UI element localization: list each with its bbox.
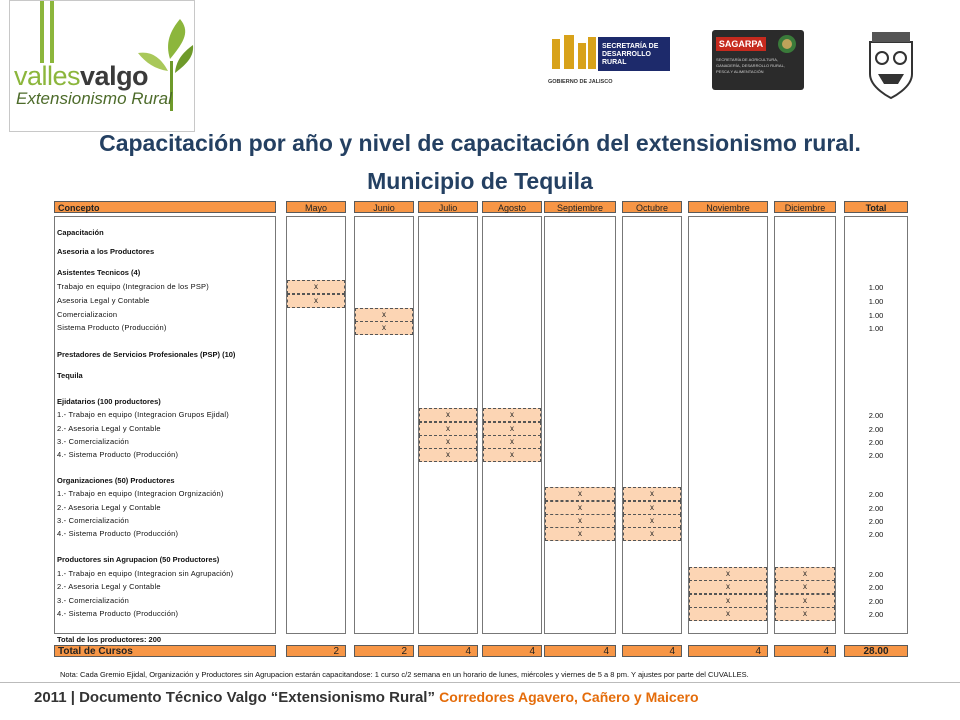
header-month-2: Junio bbox=[354, 201, 414, 213]
footer-month-total: 4 bbox=[544, 645, 616, 657]
row-total: 2.00 bbox=[868, 411, 884, 420]
row-total: 2.00 bbox=[868, 451, 884, 460]
footer-month-total: 2 bbox=[354, 645, 414, 657]
column-box bbox=[544, 216, 616, 634]
footer-accent: Corredores Agavero, Cañero y Maicero bbox=[439, 689, 699, 705]
row-label: Trabajo en equipo (Integracion de los PSP) bbox=[57, 282, 209, 291]
footer-label: Total de Cursos bbox=[54, 645, 276, 657]
row-label: 4.- Sistema Producto (Producción) bbox=[57, 450, 179, 459]
row-total: 2.00 bbox=[868, 425, 884, 434]
row-label: Prestadores de Servicios Profesionales (PSP) (10) bbox=[57, 350, 236, 359]
table-note: Nota: Cada Gremio Ejidal, Organización y Productores sin Agrupacion estarán capacitandose: 1 curso c/2 semana en un horario de lunes, miércoles y viernes de 5 a 8 pm. Y ajustes por parte del CUVALLES. bbox=[60, 670, 749, 679]
gobierno-jalisco-text: GOBIERNO DE JALISCO bbox=[548, 79, 613, 85]
mark-cell: x bbox=[689, 580, 767, 594]
row-label: 1.- Trabajo en equipo (Integracion Orgnización) bbox=[57, 489, 224, 498]
sagarpa-logo bbox=[712, 30, 804, 90]
row-label: 2.- Asesoria Legal y Contable bbox=[57, 582, 161, 591]
sagarpa-tag: SAGARPA bbox=[716, 37, 766, 51]
page-subtitle: Municipio de Tequila bbox=[367, 168, 593, 194]
row-total: 2.00 bbox=[868, 490, 884, 499]
mark-cell: x bbox=[545, 527, 615, 541]
row-label: 4.- Sistema Producto (Producción) bbox=[57, 529, 179, 538]
mark-cell: x bbox=[545, 501, 615, 515]
mark-cell: x bbox=[287, 280, 345, 294]
row-label: Productores sin Agrupacion (50 Productores) bbox=[57, 555, 220, 564]
mark-cell: x bbox=[689, 567, 767, 581]
row-total: 2.00 bbox=[868, 517, 884, 526]
mark-cell: x bbox=[775, 594, 835, 608]
mark-cell: x bbox=[623, 487, 681, 501]
mark-cell: x bbox=[623, 527, 681, 541]
row-total: 2.00 bbox=[868, 438, 884, 447]
row-total: 2.00 bbox=[868, 504, 884, 513]
mark-cell: x bbox=[419, 408, 477, 422]
header-month-4: Agosto bbox=[482, 201, 542, 213]
mark-cell: x bbox=[623, 501, 681, 515]
valles-valgo-logo bbox=[9, 0, 195, 132]
row-label: Sistema Producto (Producción) bbox=[57, 323, 167, 332]
mark-cell: x bbox=[287, 294, 345, 308]
university-seal-icon bbox=[862, 28, 920, 100]
eagle-emblem-icon bbox=[774, 33, 800, 55]
header-concepto: Concepto bbox=[54, 201, 276, 213]
mark-cell: x bbox=[545, 487, 615, 501]
mark-cell: x bbox=[419, 435, 477, 449]
row-total: 2.00 bbox=[868, 570, 884, 579]
gobierno-jalisco-logo bbox=[548, 33, 672, 103]
logo-subtitle: Extensionismo Rural bbox=[16, 89, 172, 108]
desarrollo-rural-label: SECRETARÍA DE DESARROLLO RURAL bbox=[598, 37, 670, 71]
mark-cell: x bbox=[419, 448, 477, 462]
mark-cell: x bbox=[623, 514, 681, 528]
row-label: Tequila bbox=[57, 371, 83, 380]
logo-wordmark: vallesvalgo bbox=[14, 61, 149, 91]
mark-cell: x bbox=[355, 321, 413, 335]
footer-month-total: 4 bbox=[688, 645, 768, 657]
header-month-5: Septiembre bbox=[544, 201, 616, 213]
row-total: 1.00 bbox=[868, 324, 884, 333]
mark-cell: x bbox=[483, 408, 541, 422]
row-total: 2.00 bbox=[868, 530, 884, 539]
mark-cell: x bbox=[483, 422, 541, 436]
mark-cell: x bbox=[483, 435, 541, 449]
row-label: 4.- Sistema Producto (Producción) bbox=[57, 609, 179, 618]
mark-cell: x bbox=[355, 308, 413, 322]
mark-cell: x bbox=[689, 607, 767, 621]
page-title: Capacitación por año y nivel de capacitación del extensionismo rural. bbox=[99, 130, 861, 156]
footer-month-total: 4 bbox=[774, 645, 836, 657]
row-label: Total de los productores: 200 bbox=[57, 635, 162, 644]
row-total: 2.00 bbox=[868, 597, 884, 606]
mark-cell: x bbox=[545, 514, 615, 528]
row-label: 3.- Comercialización bbox=[57, 437, 129, 446]
footer-month-total: 4 bbox=[482, 645, 542, 657]
column-box bbox=[286, 216, 346, 634]
column-box bbox=[622, 216, 682, 634]
footer-main: 2011 | Documento Técnico Valgo “Extensionismo Rural” bbox=[34, 689, 435, 706]
row-label: Asistentes Tecnicos (4) bbox=[57, 268, 141, 277]
row-total: 1.00 bbox=[868, 297, 884, 306]
header-month-8: Diciembre bbox=[774, 201, 836, 213]
header-month-7: Noviembre bbox=[688, 201, 768, 213]
mark-cell: x bbox=[483, 448, 541, 462]
row-label: Asesoria Legal y Contable bbox=[57, 296, 150, 305]
row-label: 2.- Asesoria Legal y Contable bbox=[57, 503, 161, 512]
footer-grand-total: 28.00 bbox=[844, 645, 908, 657]
mark-cell: x bbox=[775, 607, 835, 621]
row-label: Asesoria a los Productores bbox=[57, 247, 155, 256]
row-total: 2.00 bbox=[868, 610, 884, 619]
row-label: Comercializacion bbox=[57, 310, 118, 319]
jal-mark-icon bbox=[548, 33, 613, 103]
mark-cell: x bbox=[419, 422, 477, 436]
mark-cell: x bbox=[775, 580, 835, 594]
footer-month-total: 4 bbox=[622, 645, 682, 657]
row-label: Organizaciones (50) Productores bbox=[57, 476, 175, 485]
header-month-3: Julio bbox=[418, 201, 478, 213]
slide-footer bbox=[34, 689, 699, 706]
footer-month-total: 2 bbox=[286, 645, 346, 657]
row-label: 3.- Comercialización bbox=[57, 596, 129, 605]
header-total: Total bbox=[844, 201, 908, 213]
row-label: 3.- Comercialización bbox=[57, 516, 129, 525]
row-total: 1.00 bbox=[868, 311, 884, 320]
header-month-6: Octubre bbox=[622, 201, 682, 213]
column-box bbox=[354, 216, 414, 634]
footer-month-total: 4 bbox=[418, 645, 478, 657]
row-label: Ejidatarios (100 productores) bbox=[57, 397, 161, 406]
row-total: 2.00 bbox=[868, 583, 884, 592]
row-total: 1.00 bbox=[868, 283, 884, 292]
header-month-1: Mayo bbox=[286, 201, 346, 213]
footer-divider bbox=[0, 682, 960, 683]
row-label: 2.- Asesoria Legal y Contable bbox=[57, 424, 161, 433]
mark-cell: x bbox=[689, 594, 767, 608]
row-label: 1.- Trabajo en equipo (Integracion sin Agrupación) bbox=[57, 569, 234, 578]
row-label: Capacitación bbox=[57, 228, 104, 237]
row-label: 1.- Trabajo en equipo (Integracion Grupos Ejidal) bbox=[57, 410, 229, 419]
mark-cell: x bbox=[775, 567, 835, 581]
sagarpa-description: SECRETARÍA DE AGRICULTURA, GANADERÍA, DESARROLLO RURAL, PESCA Y ALIMENTACIÓN bbox=[716, 57, 785, 74]
